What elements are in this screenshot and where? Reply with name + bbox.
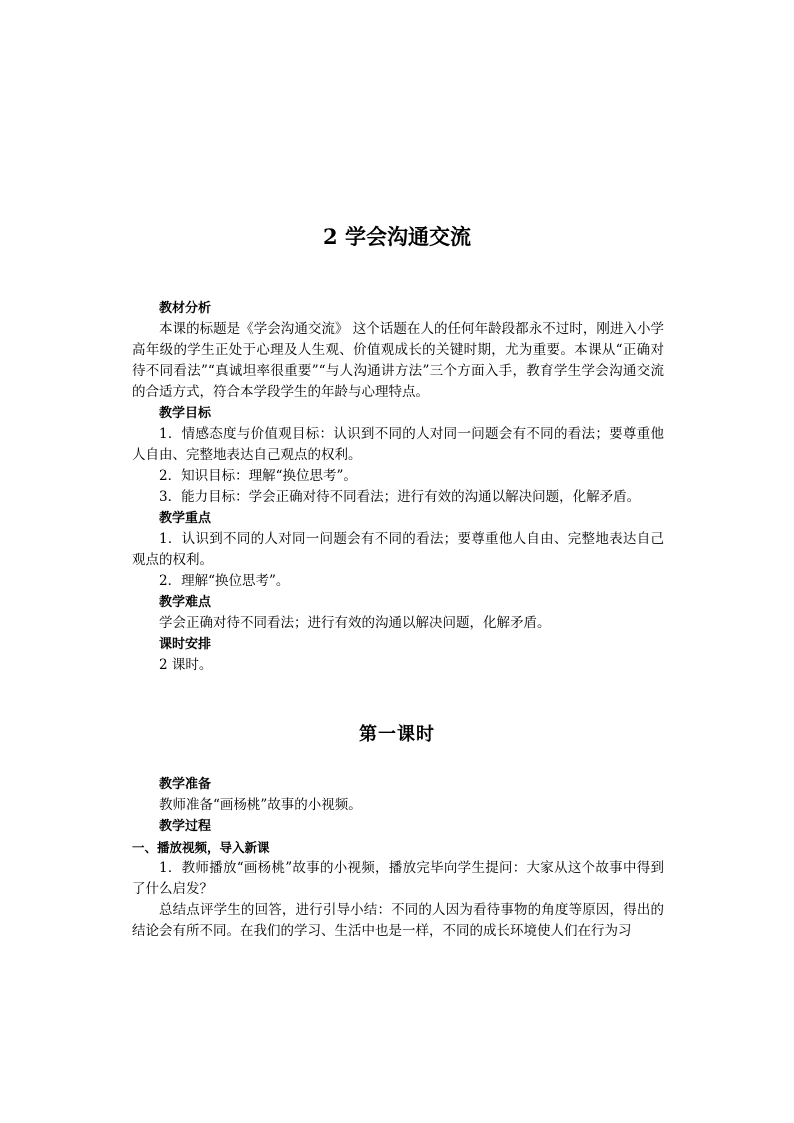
step1-item-1: 1．教师播放“画杨桃”故事的小视频，播放完毕向学生提问：大家从这个故事中得到了什么启发？ — [132, 860, 664, 897]
goals-heading: 教学目标 — [159, 406, 212, 421]
step1-item-2: 总结点评学生的回答，进行引导小结：不同的人因为看待事物的角度等原因，得出的结论会有所不同。在我们的学习、生活中也是一样，不同的成长环境使人们在行为习 — [132, 902, 664, 939]
difficulty-heading: 教学难点 — [159, 595, 212, 610]
lesson-one-content — [132, 774, 664, 942]
lesson-title: 第一课时 — [359, 724, 435, 745]
schedule-text: 2 课时。 — [159, 657, 213, 673]
key-point-1: 1．认识到不同的人对同一问题会有不同的看法；要尊重他人自由、完整地表达自己观点的权利。 — [132, 531, 664, 568]
goal-item-2: 2．知识目标：理解“换位思考”。 — [159, 468, 357, 484]
difficulty-text: 学会正确对待不同看法；进行有效的沟通以解决问题，化解矛盾。 — [159, 615, 551, 631]
key-points-heading: 教学重点 — [159, 511, 212, 526]
schedule-heading: 课时安排 — [159, 637, 212, 652]
process-heading: 教学过程 — [159, 819, 212, 834]
goal-item-1: 1．情感态度与价值观目标：认识到不同的人对同一问题会有不同的看法；要尊重他人自由、完整地表达自己观点的权利。 — [132, 426, 664, 463]
step1-heading: 一、播放视频，导入新课 — [132, 840, 270, 855]
analysis-heading: 教材分析 — [159, 301, 212, 316]
goal-item-3: 3．能力目标：学会正确对待不同看法；进行有效的沟通以解决问题，化解矛盾。 — [159, 489, 641, 505]
lesson-overview — [132, 298, 664, 676]
prep-heading: 教学准备 — [159, 777, 212, 792]
prep-text: 教师准备“画杨桃”故事的小视频。 — [159, 797, 362, 813]
analysis-text: 本课的标题是《学会沟通交流》 这个话题在人的任何年龄段都永不过时，刚进入小学高年级的学生正处于心理及人生观、价值观成长的关键时期，尤为重要。本课从“正确对待不同看法”“真诚坦率很重要”“与人沟通讲方法”三个方面入手，教育学生学会沟通交流的合适方式，符合本学段学生的年龄与心理特点。 — [132, 321, 664, 400]
document-title: 2 学会沟通交流 — [323, 224, 471, 249]
key-point-2: 2．理解“换位思考”。 — [159, 573, 290, 589]
